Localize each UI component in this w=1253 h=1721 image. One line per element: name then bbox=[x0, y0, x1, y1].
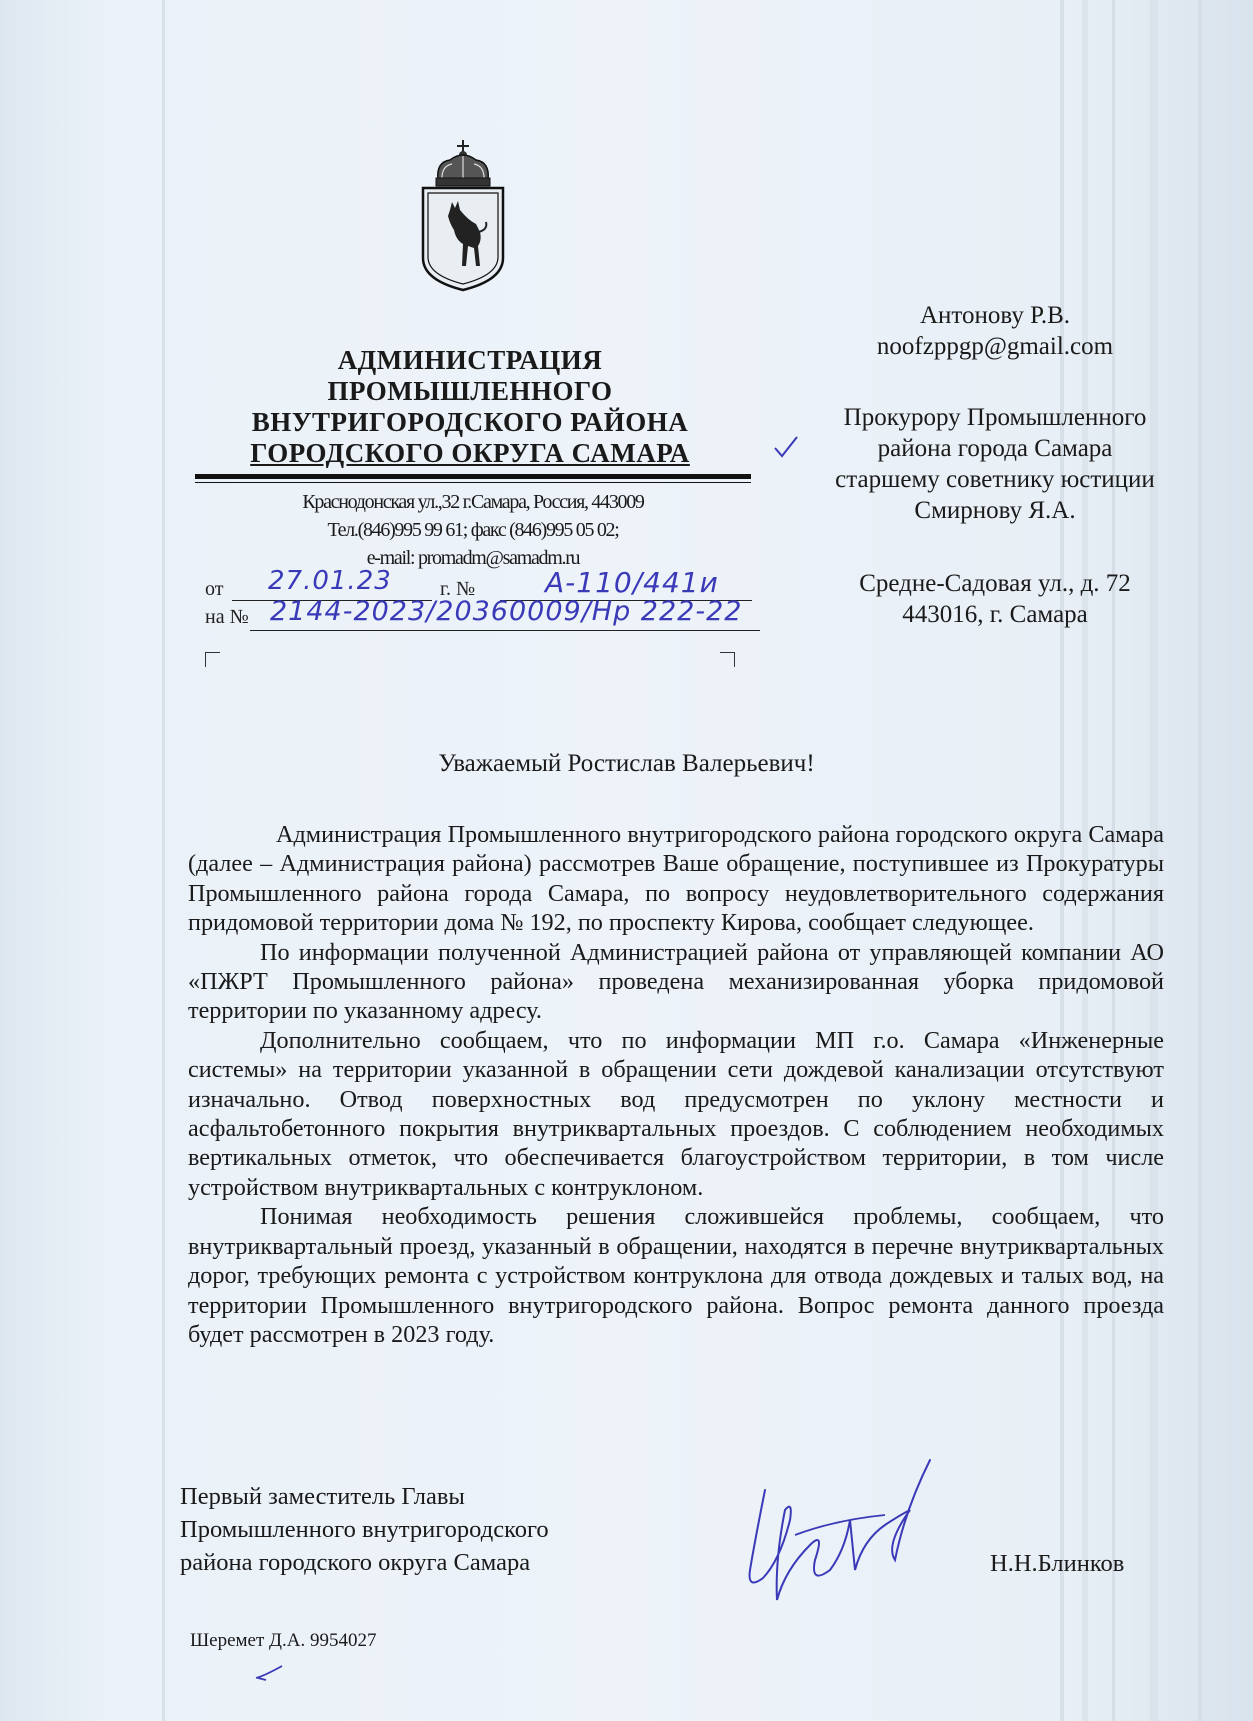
ref-number-prefix: г. № bbox=[440, 578, 476, 600]
handwritten-number: А-110/441и bbox=[545, 566, 719, 599]
addressee-city: 443016, г. Самара bbox=[902, 601, 1088, 628]
org-phone: Тел.(846)995 99 61; факс (846)995 05 02; bbox=[327, 519, 619, 541]
executor-info: Шеремет Д.А. 9954027 bbox=[190, 1630, 377, 1651]
org-contacts bbox=[195, 488, 751, 572]
addressee-line: старшему советнику юстиции bbox=[835, 466, 1155, 493]
samara-coat-of-arms-icon bbox=[418, 140, 508, 292]
ref-from-prefix: от bbox=[205, 578, 224, 600]
addressee-block bbox=[780, 300, 1210, 362]
ref-on-prefix: на № bbox=[205, 606, 249, 628]
body-paragraph: По информации полученной Администрацией района от управляющей компании АО «ПЖРТ Промышленного района» проведена механизированная уборка придомовой территории по указанному адресу. bbox=[188, 938, 1164, 1025]
handwritten-incoming-number: 2144-2023/20360009/Нр 222-22 bbox=[270, 596, 743, 627]
prosecutor-block bbox=[780, 402, 1210, 526]
greeting: Уважаемый Ростислав Валерьевич! bbox=[438, 750, 815, 777]
handwritten-date: 27.01.23 bbox=[268, 566, 392, 596]
body-paragraph: Понимая необходимость решения сложившейся проблемы, сообщаем, что внутриквартальный проезд, указанный в обращении, находятся в перечне внутриквартальных дорог, требующих ремонта с устройством контруклона для отвода дождевых и талых вод, на территории Промышленного внутригородского района. Вопрос ремонта данного проезда будет рассмотрен в 2023 году. bbox=[188, 1203, 1164, 1348]
addressee-line: района города Самара bbox=[877, 435, 1113, 462]
addressee-name: Антонову Р.В. bbox=[919, 302, 1071, 329]
addressee-email: noofzppgp@gmail.com bbox=[876, 333, 1114, 360]
outgoing-reference bbox=[205, 578, 223, 601]
scan-artifact-line bbox=[162, 0, 165, 1721]
handwritten-tick-mark bbox=[254, 1662, 284, 1682]
org-name-line: ПРОМЫШЛЕННОГО bbox=[327, 376, 613, 406]
prosecutor-address bbox=[780, 568, 1210, 630]
org-name-line: АДМИНИСТРАЦИЯ bbox=[337, 345, 603, 375]
org-email: e-mail: promadm@samadm.ru bbox=[366, 547, 580, 569]
addressee-line: Смирнову Я.А. bbox=[914, 497, 1076, 524]
body-paragraph: Администрация Промышленного внутригородского района городского округа Самара (далее – Администрация района) рассмотрев Ваше обращение, поступившее из Прокуратуры Промышленного района города Самара, по вопросу неудовлетворительного содержания придомовой территории дома № 192, по проспекту Кирова, сообщает следующее. bbox=[188, 821, 1164, 937]
bracket-corner-left bbox=[205, 652, 220, 667]
org-name-line: ГОРОДСКОГО ОКРУГА САМАРА bbox=[250, 438, 690, 468]
header-divider-thick bbox=[195, 474, 751, 479]
letter-body bbox=[188, 820, 1164, 1349]
bracket-corner-right bbox=[720, 652, 735, 667]
org-name-line: ВНУТРИГОРОДСКОГО РАЙОНА bbox=[251, 407, 689, 437]
organization-name bbox=[200, 345, 740, 469]
header-divider-thin bbox=[195, 482, 751, 483]
body-paragraph: Дополнительно сообщаем, что по информации МП г.о. Самара «Инженерные системы» на территории указанной в обращении сети дождевой канализации отсутствуют изначально. Отвод поверхностных вод предусмотрен по уклону местности и асфальтобетонного покрытия внутриквартальных проездов. С соблюдением необходимых вертикальных отметок, что обеспечивается благоустройством территории, в том числе устройством внутриквартальных с контруклоном. bbox=[188, 1026, 1164, 1201]
handwritten-signature bbox=[735, 1450, 950, 1620]
signer-position-line: района городского округа Самара bbox=[180, 1549, 531, 1576]
signer-name: Н.Н.Блинков bbox=[990, 1550, 1125, 1577]
addressee-street: Средне-Садовая ул., д. 72 bbox=[859, 570, 1131, 597]
incoming-fill-line bbox=[250, 630, 760, 631]
signer-position-line: Первый заместитель Главы bbox=[180, 1483, 465, 1510]
check-mark-icon bbox=[772, 434, 800, 460]
scan-artifact-line bbox=[1198, 0, 1202, 1721]
signer-position-line: Промышленного внутригородского bbox=[180, 1516, 549, 1543]
signer-position bbox=[180, 1480, 549, 1579]
addressee-line: Прокурору Промышленного bbox=[843, 404, 1147, 431]
org-address: Краснодонская ул.,32 г.Самара, Россия, 443009 bbox=[302, 491, 644, 513]
